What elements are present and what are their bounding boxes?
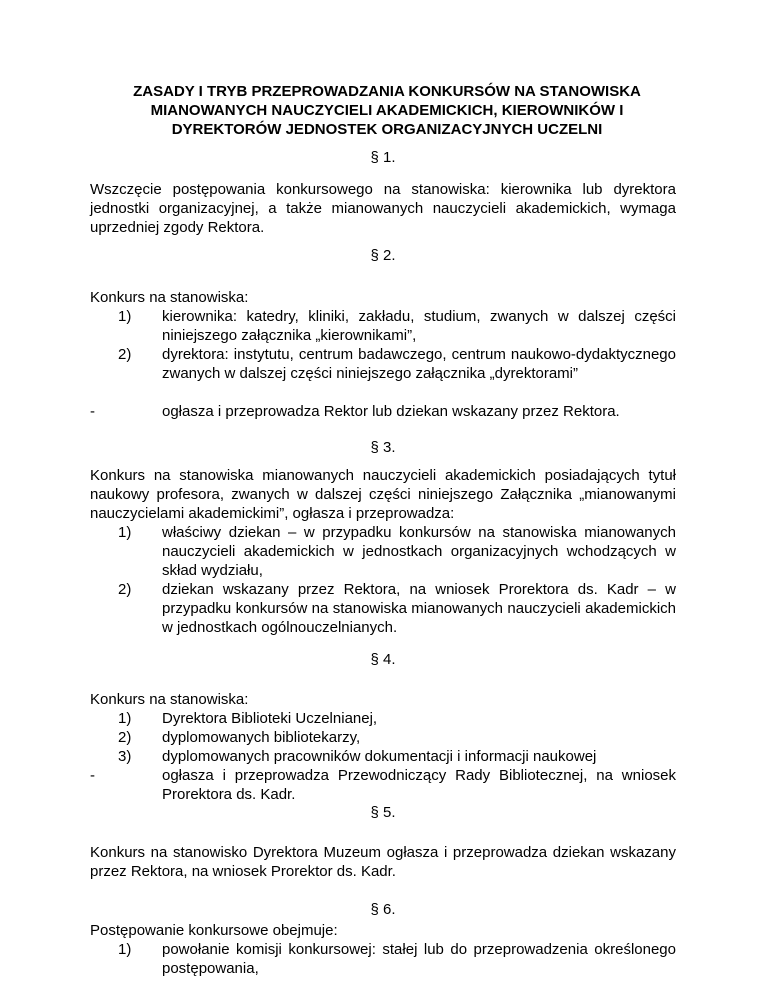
section-1-heading: § 1. (370, 149, 396, 166)
document-title (100, 82, 674, 139)
section-4-heading: § 4. (370, 651, 396, 668)
list-item-text: właściwy dziekan – w przypadku konkursów na stanowiska mianowanych nauczycieli akademickich w jednostkach organizacyjnych wchodzących w skład wydziału, (162, 524, 676, 579)
section-3-intro: Konkurs na stanowiska mianowanych nauczycieli akademickich posiadających tytuł naukowy profesora, zwanych w dalszej części niniejszego Załącznika „mianowanymi nauczycielami akademickimi”, ogłasza i przeprowadza: (90, 467, 676, 522)
list-item-number: 2) (118, 346, 132, 363)
list-item-dash: - (90, 767, 95, 784)
list-item-text: dyplomowanych pracowników dokumentacji i informacji naukowej (162, 748, 597, 765)
section-6-intro: Postępowanie konkursowe obejmuje: (90, 922, 338, 939)
section-5-heading: § 5. (370, 804, 396, 821)
list-item-number: 1) (118, 941, 132, 958)
title-line-3: DYREKTORÓW JEDNOSTEK ORGANIZACYJNYCH UCZELNI (171, 121, 603, 138)
title-line-1: ZASADY I TRYB PRZEPROWADZANIA KONKURSÓW NA STANOWISKA (133, 83, 641, 100)
list-item-text: ogłasza i przeprowadza Rektor lub dziekan wskazany przez Rektora. (162, 403, 620, 420)
list-item-text: ogłasza i przeprowadza Przewodniczący Rady Bibliotecznej, na wniosek Prorektora ds. Kadr. (162, 767, 676, 803)
section-6-heading: § 6. (370, 901, 396, 918)
list-item-text: dziekan wskazany przez Rektora, na wniosek Prorektora ds. Kadr – w przypadku konkursów na stanowiska mianowanych nauczycieli akademickich w jednostkach ogólnouczelnianych. (162, 581, 676, 636)
list-item-dash: - (90, 403, 95, 420)
list-item-text: dyplomowanych bibliotekarzy, (162, 729, 361, 746)
list-item-number: 2) (118, 729, 132, 746)
section-5-text: Konkurs na stanowisko Dyrektora Muzeum ogłasza i przeprowadza dziekan wskazany przez Rektora, na wniosek Prorektor ds. Kadr. (90, 844, 676, 880)
list-item-number: 1) (118, 308, 132, 325)
section-2-intro: Konkurs na stanowiska: (90, 289, 249, 306)
section-3-heading: § 3. (370, 439, 396, 456)
list-item-number: 1) (118, 710, 132, 727)
section-1-text: Wszczęcie postępowania konkursowego na stanowiska: kierownika lub dyrektora jednostki organizacyjnej, a także mianowanych nauczycieli akademickich, wymaga uprzedniej zgody Rektora. (90, 181, 676, 236)
list-item-text: powołanie komisji konkursowej: stałej lub do przeprowadzenia określonego postępowania, (162, 941, 676, 977)
list-item-number: 3) (118, 748, 132, 765)
list-item-text: Dyrektora Biblioteki Uczelnianej, (162, 710, 378, 727)
title-line-2: MIANOWANYCH NAUCZYCIELI AKADEMICKICH, KIEROWNIKÓW I (150, 102, 624, 119)
list-item-text: dyrektora: instytutu, centrum badawczego, centrum naukowo-dydaktycznego zwanych w dalszej części niniejszego załącznika „dyrektorami” (162, 346, 676, 382)
list-item-number: 1) (118, 524, 132, 541)
section-4-intro: Konkurs na stanowiska: (90, 691, 249, 708)
list-item-number: 2) (118, 581, 132, 598)
list-item-text: kierownika: katedry, kliniki, zakładu, studium, zwanych w dalszej części niniejszego załącznika „kierownikami”, (162, 308, 676, 344)
section-2-heading: § 2. (370, 247, 396, 264)
